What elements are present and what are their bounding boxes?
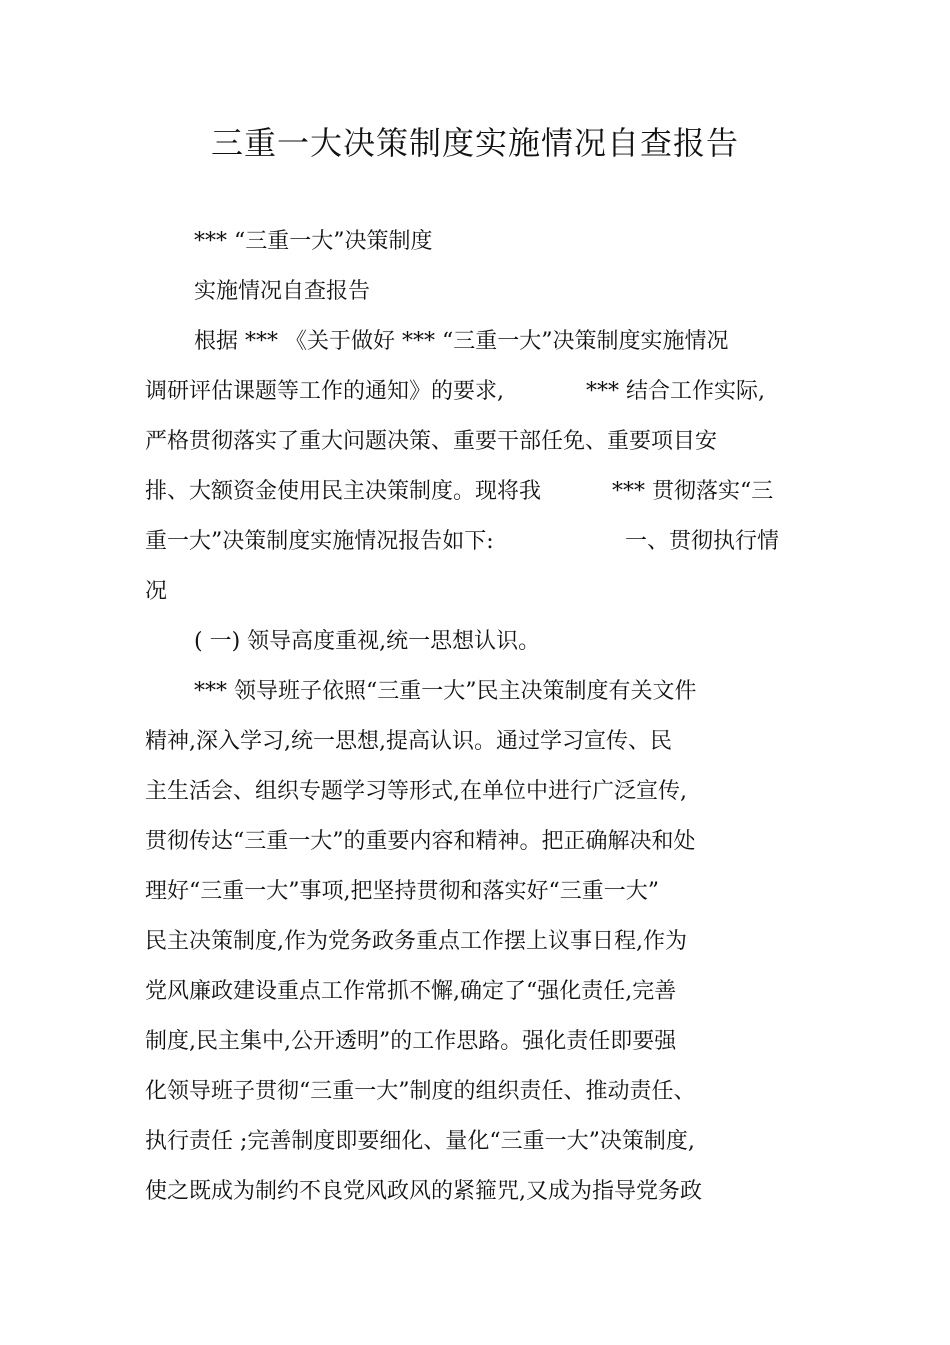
- intro-line-1: 根据 *** 《关于做好 *** “三重一大”决策制度实施情况: [194, 329, 729, 354]
- intro-line-3: 严格贯彻落实了重大问题决策、重要干部任免、重要项目安: [145, 429, 718, 454]
- intro-line-2-right: *** 结合工作实际,: [586, 379, 765, 404]
- intro-line-4-left: 排、大额资金使用民主决策制度。现将我: [145, 479, 542, 504]
- body-line-5: 理好“三重一大”事项,把坚持贯彻和落实好“三重一大”: [145, 879, 659, 904]
- body-line-4: 贯彻传达“三重一大”的重要内容和精神。把正确解决和处: [145, 829, 696, 854]
- body-line-1: *** 领导班子依照“三重一大”民主决策制度有关文件: [194, 679, 697, 704]
- body-line-10: 执行责任 ;完善制度即要细化、量化“三重一大”决策制度,: [145, 1129, 695, 1154]
- heading-line-1: *** “三重一大”决策制度: [194, 229, 433, 254]
- body-line-6: 民主决策制度,作为党务政务重点工作摆上议事日程,作为: [145, 929, 687, 954]
- body-line-8: 制度,民主集中,公开透明”的工作思路。强化责任即要强: [145, 1029, 677, 1054]
- intro-line-4: [145, 476, 795, 508]
- intro-line-5: [145, 526, 795, 558]
- body-line-11: 使之既成为制约不良党风政风的紧箍咒,又成为指导党务政: [145, 1179, 702, 1204]
- intro-line-2-left: 调研评估课题等工作的通知》的要求,: [145, 379, 504, 404]
- body-line-7: 党风廉政建设重点工作常抓不懈,确定了“强化责任,完善: [145, 979, 677, 1004]
- heading-line-2: 实施情况自查报告: [194, 279, 371, 304]
- intro-line-2: [145, 376, 795, 408]
- intro-line-6: 况: [145, 579, 168, 604]
- document-title: 三重一大决策制度实施情况自查报告: [210, 124, 739, 162]
- body-line-2: 精神,深入学习,统一思想,提高认识。通过学习宣传、民: [145, 729, 672, 754]
- intro-line-5-left: 重一大”决策制度实施情况报告如下:: [145, 529, 494, 554]
- intro-line-4-right: *** 贯彻落实“三: [612, 479, 774, 504]
- section-heading: ( 一) 领导高度重视,统一思想认识。: [194, 629, 541, 654]
- body-line-3: 主生活会、组织专题学习等形式,在单位中进行广泛宣传,: [145, 779, 687, 804]
- body-line-9: 化领导班子贯彻“三重一大”制度的组织责任、推动责任、: [145, 1079, 696, 1104]
- intro-line-5-right: 一、贯彻执行情: [625, 529, 780, 554]
